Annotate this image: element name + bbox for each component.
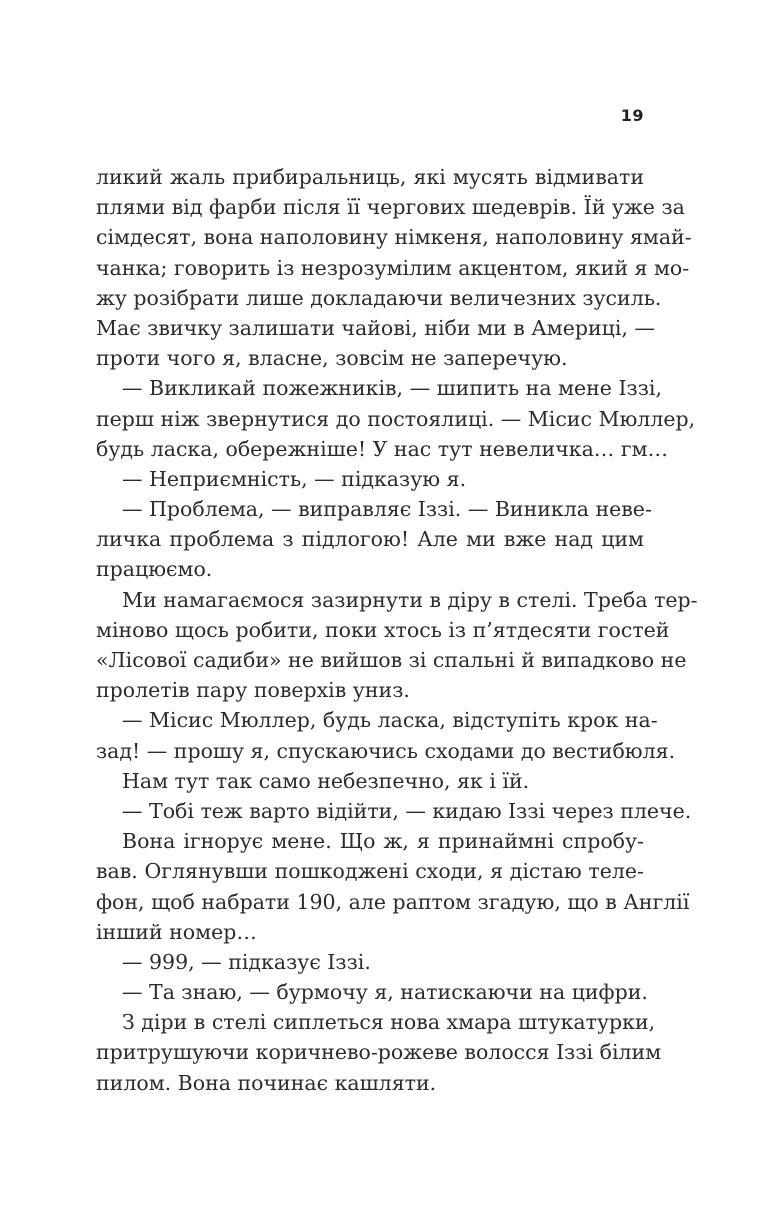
text-line: пролетів пару поверхів униз. — [96, 678, 410, 703]
text-line: перш ніж звернутися до постоялиці. — Місис Мюллер, — [96, 406, 696, 431]
text-line: працюємо. — [96, 557, 213, 582]
text-line: «Лісової садиби» не вийшов зі спальні й випадково не — [96, 648, 687, 672]
text-line: жу розібрати лише докладаючи величезних зусиль. — [96, 285, 662, 310]
text-line: фон, щоб набрати 190, але раптом згадую, що в Англії — [96, 889, 690, 914]
text-line: проти чого я, власне, зовсім не заперечую. — [96, 346, 568, 371]
text-line: З діри в стелі сиплеться нова хмара штукатурки, — [122, 1010, 656, 1035]
text-line: личка проблема з підлогою! Але ми вже над цим — [96, 527, 644, 552]
text-line: — Викликай пожежників, — шипить на мене Іззі, — [122, 376, 662, 401]
text-line: вав. Оглянувши пошкоджені сходи, я дістаю теле- — [96, 859, 644, 884]
text-line: сімдесят, вона наполовину німкеня, наполовину ямай- — [96, 225, 692, 250]
text-line: плями від фарби після її чергових шедеврів. Їй уже за — [96, 195, 685, 220]
text-line: притрушуючи коричнево-рожеве волосся Іззі білим — [96, 1040, 662, 1065]
body-text — [96, 162, 698, 1098]
text-line: ликий жаль прибиральниць, які мусять відмивати — [96, 165, 644, 189]
text-line: Нам тут так само небезпечно, як і їй. — [122, 768, 530, 793]
text-line: міново щось робити, поки хтось із п’ятдесяти гостей — [96, 617, 670, 642]
page-number: 19 — [620, 106, 644, 125]
text-line: — Проблема, — виправляє Іззі. — Виникла неве- — [122, 497, 652, 522]
text-line: інший номер… — [96, 919, 257, 944]
text-line: — 999, — підказує Іззі. — [122, 949, 371, 974]
text-line: — Місис Мюллер, будь ласка, відступіть крок на- — [122, 708, 658, 733]
text-line: — Неприємність, — підказую я. — [122, 466, 467, 491]
text-line: зад! — прошу я, спускаючись сходами до вестибюля. — [96, 738, 676, 763]
text-line: чанка; говорить із незрозумілим акцентом, який я мо- — [96, 255, 690, 280]
text-line: Ми намагаємося зазирнути в діру в стелі. Треба тер- — [122, 587, 698, 612]
text-line: Вона ігнорує мене. Що ж, я принаймні спробу- — [122, 829, 644, 854]
text-line: будь ласка, обережніше! У нас тут невеличка… гм… — [96, 436, 669, 461]
text-line: — Тобі теж варто відійти, — кидаю Іззі через плече. — [122, 798, 692, 823]
text-line: — Та знаю, — бурмочу я, натискаючи на цифри. — [122, 980, 648, 1005]
text-line: Має звичку залишати чайові, ніби ми в Америці, — — [96, 315, 655, 340]
text-line: пилом. Вона починає кашляти. — [96, 1070, 437, 1095]
